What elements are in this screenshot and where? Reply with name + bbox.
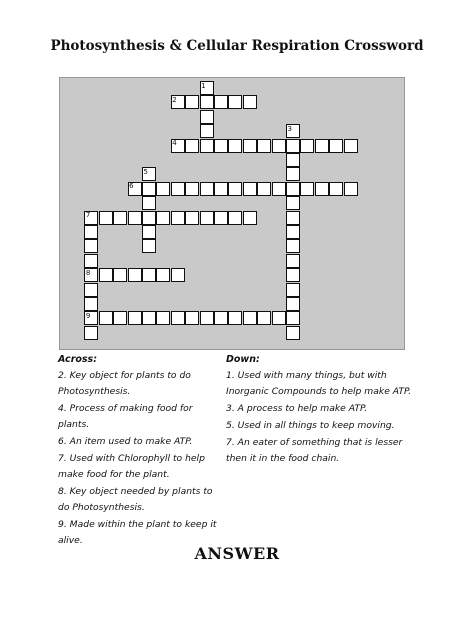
clue-number: 9 bbox=[85, 311, 91, 320]
grid-cell[interactable] bbox=[200, 182, 214, 196]
grid-cell[interactable] bbox=[99, 311, 113, 325]
grid-cell[interactable] bbox=[243, 211, 257, 225]
grid-cell[interactable] bbox=[142, 225, 156, 239]
grid-cell[interactable] bbox=[156, 268, 170, 282]
grid-cell[interactable] bbox=[257, 182, 271, 196]
grid-cell[interactable] bbox=[315, 182, 329, 196]
answer-label: ANSWER bbox=[194, 544, 280, 563]
grid-cell[interactable] bbox=[228, 211, 242, 225]
grid-cell[interactable] bbox=[286, 239, 300, 253]
grid-cell[interactable] bbox=[171, 311, 185, 325]
grid-cell[interactable] bbox=[243, 139, 257, 153]
grid-cell[interactable] bbox=[344, 139, 358, 153]
grid-cell[interactable] bbox=[286, 196, 300, 210]
grid-cell[interactable] bbox=[315, 139, 329, 153]
grid-cell[interactable] bbox=[171, 182, 185, 196]
grid-cell[interactable] bbox=[185, 139, 199, 153]
grid-cell[interactable] bbox=[99, 211, 113, 225]
grid-cell[interactable] bbox=[214, 139, 228, 153]
across-clue: 6. An item used to make ATP. bbox=[58, 436, 193, 447]
grid-cell[interactable] bbox=[84, 283, 98, 297]
grid-cell[interactable] bbox=[200, 110, 214, 124]
grid-cell[interactable] bbox=[228, 139, 242, 153]
grid-cell[interactable] bbox=[286, 311, 300, 325]
grid-cell[interactable] bbox=[286, 225, 300, 239]
worksheet-title: Photosynthesis & Cellular Respiration Crossword bbox=[50, 38, 424, 54]
grid-cell[interactable] bbox=[171, 268, 185, 282]
across-clue: 7. Used with Chlorophyll to help make food for the plant. bbox=[58, 453, 205, 480]
grid-cell[interactable] bbox=[286, 297, 300, 311]
grid-cell[interactable] bbox=[286, 139, 300, 153]
grid-cell[interactable] bbox=[214, 182, 228, 196]
grid-cell[interactable] bbox=[142, 211, 156, 225]
across-clue: 9. Made within the plant to keep it alive. bbox=[58, 519, 217, 546]
grid-cell[interactable] bbox=[200, 311, 214, 325]
down-heading: Down: bbox=[226, 354, 260, 365]
grid-cell[interactable] bbox=[228, 182, 242, 196]
grid-cell[interactable] bbox=[84, 326, 98, 340]
down-clue: 7. An eater of something that is lesser then it in the food chain. bbox=[226, 437, 403, 464]
clue-number: 7 bbox=[85, 211, 91, 220]
grid-cell[interactable] bbox=[113, 211, 127, 225]
grid-cell[interactable] bbox=[142, 196, 156, 210]
grid-cell[interactable] bbox=[185, 311, 199, 325]
grid-cell[interactable] bbox=[142, 182, 156, 196]
clue-number: 1 bbox=[201, 81, 206, 90]
across-clue: 2. Key object for plants to do Photosynthesis. bbox=[58, 370, 191, 397]
grid-cell[interactable] bbox=[214, 211, 228, 225]
grid-cell[interactable] bbox=[84, 254, 98, 268]
grid-cell[interactable] bbox=[344, 182, 358, 196]
grid-cell[interactable] bbox=[156, 311, 170, 325]
grid-cell[interactable] bbox=[286, 254, 300, 268]
crossword-grid bbox=[59, 77, 405, 350]
grid-cell[interactable] bbox=[300, 182, 314, 196]
grid-cell[interactable] bbox=[214, 311, 228, 325]
grid-cell[interactable] bbox=[286, 283, 300, 297]
grid-cell[interactable] bbox=[300, 139, 314, 153]
across-heading: Across: bbox=[58, 354, 98, 365]
grid-cell[interactable] bbox=[156, 211, 170, 225]
grid-cell[interactable] bbox=[200, 124, 214, 138]
grid-cell[interactable] bbox=[142, 268, 156, 282]
grid-cell[interactable] bbox=[156, 182, 170, 196]
grid-cell[interactable] bbox=[84, 225, 98, 239]
grid-cell[interactable] bbox=[84, 239, 98, 253]
clue-number: 4 bbox=[172, 139, 177, 148]
grid-cell[interactable] bbox=[185, 182, 199, 196]
grid-cell[interactable] bbox=[228, 311, 242, 325]
grid-cell[interactable] bbox=[185, 211, 199, 225]
grid-cell[interactable] bbox=[286, 211, 300, 225]
clue-number: 2 bbox=[172, 95, 177, 104]
grid-cell[interactable] bbox=[200, 139, 214, 153]
grid-cell[interactable] bbox=[200, 95, 214, 109]
grid-cell[interactable] bbox=[243, 182, 257, 196]
grid-cell[interactable] bbox=[272, 182, 286, 196]
grid-cell[interactable] bbox=[142, 239, 156, 253]
clue-number: 3 bbox=[287, 124, 292, 133]
grid-cell[interactable] bbox=[128, 211, 142, 225]
grid-cell[interactable] bbox=[243, 311, 257, 325]
grid-cell[interactable] bbox=[329, 139, 343, 153]
grid-cell[interactable] bbox=[128, 268, 142, 282]
grid-cell[interactable] bbox=[257, 311, 271, 325]
grid-cell[interactable] bbox=[128, 311, 142, 325]
grid-cell[interactable] bbox=[171, 211, 185, 225]
grid-cell[interactable] bbox=[272, 311, 286, 325]
grid-cell[interactable] bbox=[113, 268, 127, 282]
down-clue: 3. A process to help make ATP. bbox=[226, 403, 368, 414]
grid-cell[interactable] bbox=[286, 182, 300, 196]
down-clue: 1. Used with many things, but with Inorganic Compounds to help make ATP. bbox=[226, 370, 412, 397]
grid-cell[interactable] bbox=[214, 95, 228, 109]
down-clue: 5. Used in all things to keep moving. bbox=[226, 420, 395, 431]
clue-number: 6 bbox=[129, 182, 134, 191]
grid-cell[interactable] bbox=[84, 297, 98, 311]
grid-cell[interactable] bbox=[286, 268, 300, 282]
clue-number: 8 bbox=[85, 268, 91, 277]
grid-cell[interactable] bbox=[200, 211, 214, 225]
grid-cell[interactable] bbox=[99, 268, 113, 282]
grid-cell[interactable] bbox=[257, 139, 271, 153]
grid-cell[interactable] bbox=[142, 311, 156, 325]
grid-cell[interactable] bbox=[113, 311, 127, 325]
across-clue: 4. Process of making food for plants. bbox=[58, 403, 193, 430]
grid-cell[interactable] bbox=[272, 139, 286, 153]
across-clue: 8. Key object needed by plants to do Photosynthesis. bbox=[58, 486, 213, 513]
grid-cell[interactable] bbox=[185, 95, 199, 109]
grid-cell[interactable] bbox=[243, 95, 257, 109]
grid-cell[interactable] bbox=[286, 153, 300, 167]
grid-cell[interactable] bbox=[286, 326, 300, 340]
clue-number: 5 bbox=[143, 167, 148, 176]
grid-cell[interactable] bbox=[329, 182, 343, 196]
grid-cell[interactable] bbox=[286, 167, 300, 181]
grid-cell[interactable] bbox=[228, 95, 242, 109]
